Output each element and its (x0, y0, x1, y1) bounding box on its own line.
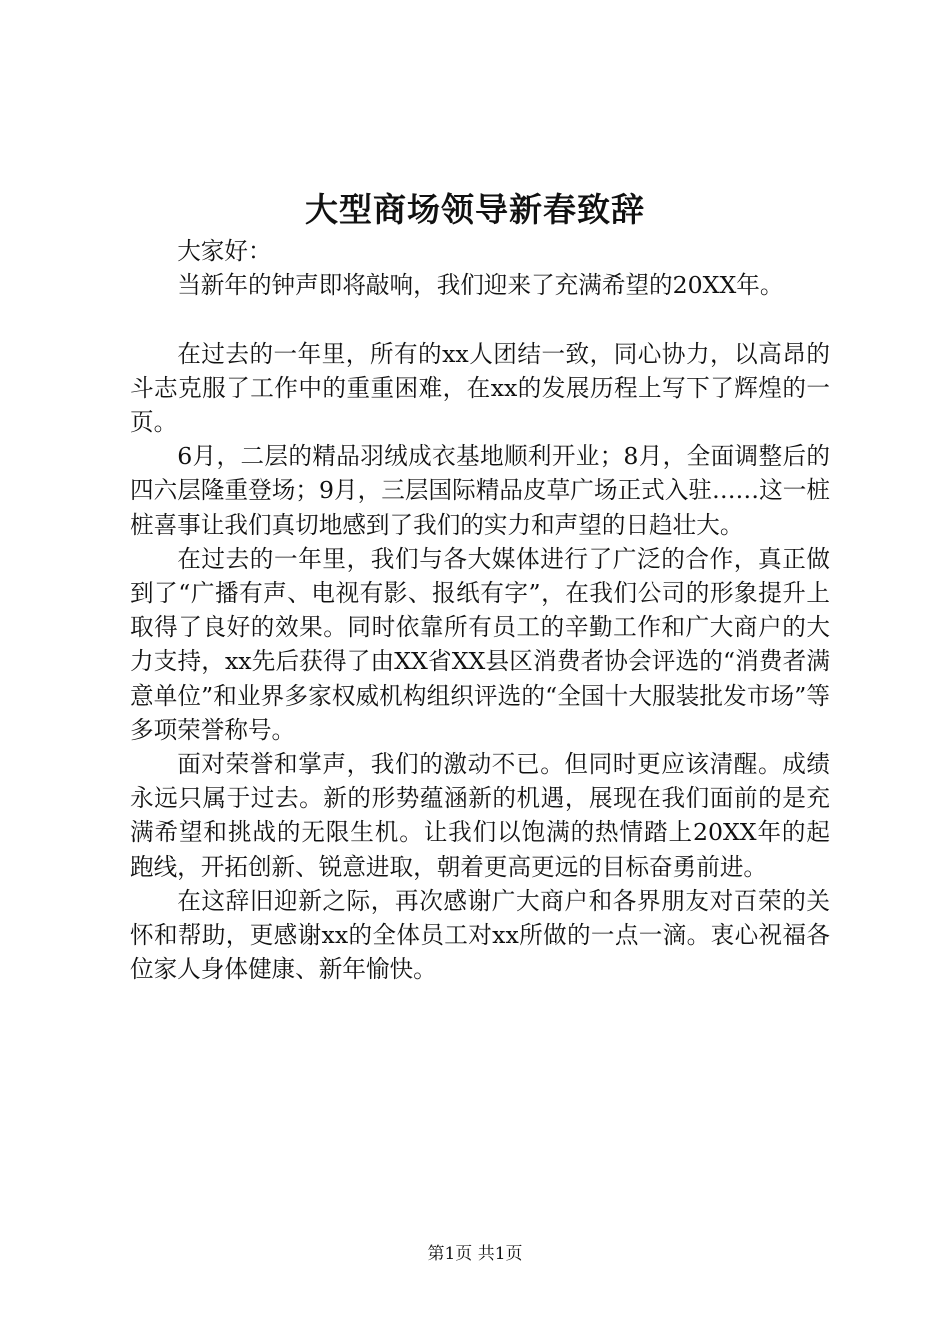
paragraph-past-year: 在过去的一年里，所有的xx人团结一致，同心协力，以高昂的斗志克服了工作中的重重困难，在xx的发展历程上写下了辉煌的一页。 (130, 339, 830, 436)
greeting: 大家好： (177, 237, 272, 265)
paragraph-thanks: 在这辞旧迎新之际，再次感谢广大商户和各界朋友对百荣的关怀和帮助，更感谢xx的全体员工对xx所做的一点一滴。衷心祝福各位家人身体健康、新年愉快。 (130, 886, 830, 984)
paragraph-milestones: 6月，二层的精品羽绒成衣基地顺利开业；8月，全面调整后的四六层隆重登场；9月，三层国际精品皮草广场正式入驻……这一桩桩喜事让我们真切地感到了我们的实力和声望的日趋壮大。 (130, 442, 830, 539)
document-body (130, 234, 830, 986)
page-footer: 第1页 共1页 (427, 1244, 523, 1264)
paragraph-new-year: 当新年的钟声即将敲响，我们迎来了充满希望的20XX年。 (177, 271, 784, 300)
document-title: 大型商场领导新春致辞 (305, 190, 645, 229)
paragraph-media-honors: 在过去的一年里，我们与各大媒体进行了广泛的合作，真正做到了“广播有声、电视有影、报纸有字”，在我们公司的形象提升上取得了良好的效果。同时依靠所有员工的辛勤工作和广大商户的大力支持，xx先后获得了由XX省XX县区消费者协会评选的“消费者满意单位”和业界多家权威机构组织评选的“全国十大服装批发市场”等多项荣誉称号。 (130, 544, 830, 744)
paragraph-future: 面对荣誉和掌声，我们的激动不已。但同时更应该清醒。成绩永远只属于过去。新的形势蕴涵新的机遇，展现在我们面前的是充满希望和挑战的无限生机。让我们以饱满的热情踏上20XX年的起跑线，开拓创新、锐意进取，朝着更高更远的目标奋勇前进。 (130, 750, 830, 881)
